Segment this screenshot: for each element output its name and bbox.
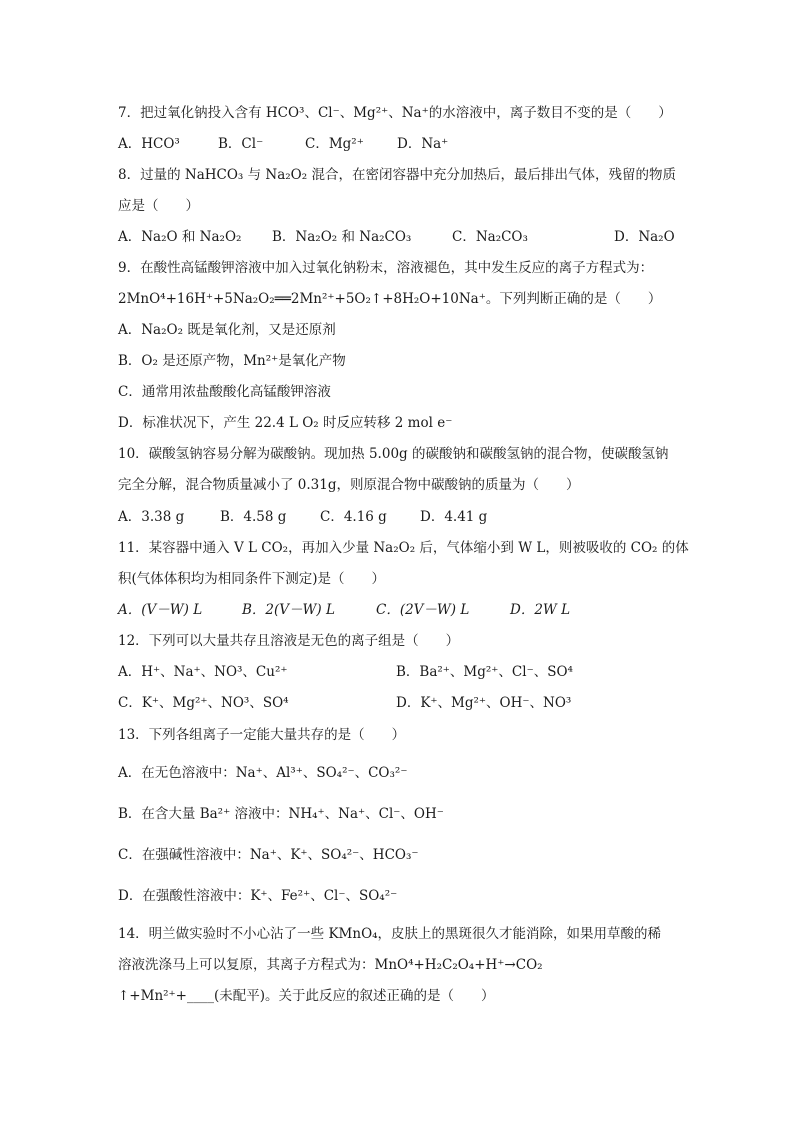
q8-option-c: C．Na₂CO₃ — [452, 229, 528, 245]
q8-stem-line1: 8．过量的 NaHCO₃ 与 Na₂O₂ 混合，在密闭容器中充分加热后，最后排出气体，残留的物质 — [118, 167, 676, 183]
q9-option-a: A．Na₂O₂ 既是氧化剂，又是还原剂 — [118, 322, 336, 338]
q13-option-a: A．在无色溶液中：Na⁺、Al³⁺、SO₄²⁻、CO₃²⁻ — [118, 765, 408, 781]
q13-option-b: B．在含大量 Ba²⁺ 溶液中：NH₄⁺、Na⁺、Cl⁻、OH⁻ — [118, 806, 444, 822]
q12-option-d: D．K⁺、Mg²⁺、OH⁻、NO³ — [396, 695, 572, 711]
q9-option-c: C．通常用浓盐酸酸化高锰酸钾溶液 — [118, 384, 331, 400]
q12-stem: 12．下列可以大量共存且溶液是无色的离子组是（ ） — [118, 633, 460, 649]
q10-stem-line2: 完全分解，混合物质量减小了 0.31g，则原混合物中碳酸钠的质量为（ ） — [118, 477, 580, 493]
q7-option-b: B．Cl⁻ — [218, 136, 264, 152]
q7-option-d: D．Na⁺ — [397, 136, 449, 152]
q12-option-c: C．K⁺、Mg²⁺、NO³、SO⁴ — [118, 695, 289, 711]
q11-stem-line1: 11．某容器中通入 V L CO₂，再加入少量 Na₂O₂ 后，气体缩小到 W L，则被吸收的 CO₂ 的体 — [118, 540, 689, 556]
q9-stem-line2: 2MnO⁴+16H⁺+5Na₂O₂══2Mn²⁺+5O₂↑+8H₂O+10Na⁺。下列判断正确的是（ ） — [118, 291, 662, 307]
q7-stem: 7．把过氧化钠投入含有 HCO³、Cl⁻、Mg²⁺、Na⁺的水溶液中，离子数目不变的是（ ） — [118, 105, 672, 121]
q12-option-b: B．Ba²⁺、Mg²⁺、Cl⁻、SO⁴ — [396, 664, 573, 680]
q9-option-d: D．标准状况下，产生 22.4 L O₂ 时反应转移 2 mol e⁻ — [118, 415, 453, 431]
q10-option-b: B．4.58 g — [220, 509, 287, 525]
q8-stem-line2: 应是（ ） — [118, 198, 199, 214]
q10-option-c: C．4.16 g — [320, 509, 387, 525]
q10-stem-line1: 10．碳酸氢钠容易分解为碳酸钠。现加热 5.00g 的碳酸钠和碳酸氢钠的混合物，使碳酸氢钠 — [118, 446, 669, 462]
q11-option-a: A．(V－W) L — [118, 602, 203, 618]
q11-option-c: C．(2V－W) L — [376, 602, 470, 618]
q7-option-c: C．Mg²⁺ — [305, 136, 364, 152]
q13-option-c: C．在强碱性溶液中：Na⁺、K⁺、SO₄²⁻、HCO₃⁻ — [118, 847, 419, 863]
q14-stem-line3: ↑+Mn²⁺+____(未配平)。关于此反应的叙述正确的是（ ） — [118, 988, 495, 1004]
q13-option-d: D．在强酸性溶液中：K⁺、Fe²⁺、Cl⁻、SO₄²⁻ — [118, 888, 398, 904]
q14-stem-line1: 14．明兰做实验时不小心沾了一些 KMnO₄，皮肤上的黑斑很久才能消除，如果用草酸的稀 — [118, 926, 662, 942]
q14-stem-line2: 溶液洗涤马上可以复原，其离子方程式为：MnO⁴+H₂C₂O₄+H⁺→CO₂ — [118, 957, 543, 973]
q11-option-b: B．2(V－W) L — [242, 602, 335, 618]
q11-option-d: D．2W L — [510, 602, 571, 618]
q9-option-b: B．O₂ 是还原产物，Mn²⁺是氧化产物 — [118, 353, 346, 369]
q10-option-d: D．4.41 g — [420, 509, 488, 525]
q8-option-a: A．Na₂O 和 Na₂O₂ — [118, 229, 242, 245]
q7-option-a: A．HCO³ — [118, 136, 180, 152]
q8-option-b: B．Na₂O₂ 和 Na₂CO₃ — [272, 229, 412, 245]
q9-stem-line1: 9．在酸性高锰酸钾溶液中加入过氧化钠粉末，溶液褪色，其中发生反应的离子方程式为： — [118, 260, 654, 276]
q11-stem-line2: 积(气体体积均为相同条件下测定)是（ ） — [118, 571, 386, 587]
q8-option-d: D．Na₂O — [614, 229, 675, 245]
q13-stem: 13．下列各组离子一定能大量共存的是（ ） — [118, 727, 406, 743]
q10-option-a: A．3.38 g — [118, 509, 185, 525]
q12-option-a: A．H⁺、Na⁺、NO³、Cu²⁺ — [118, 664, 288, 680]
